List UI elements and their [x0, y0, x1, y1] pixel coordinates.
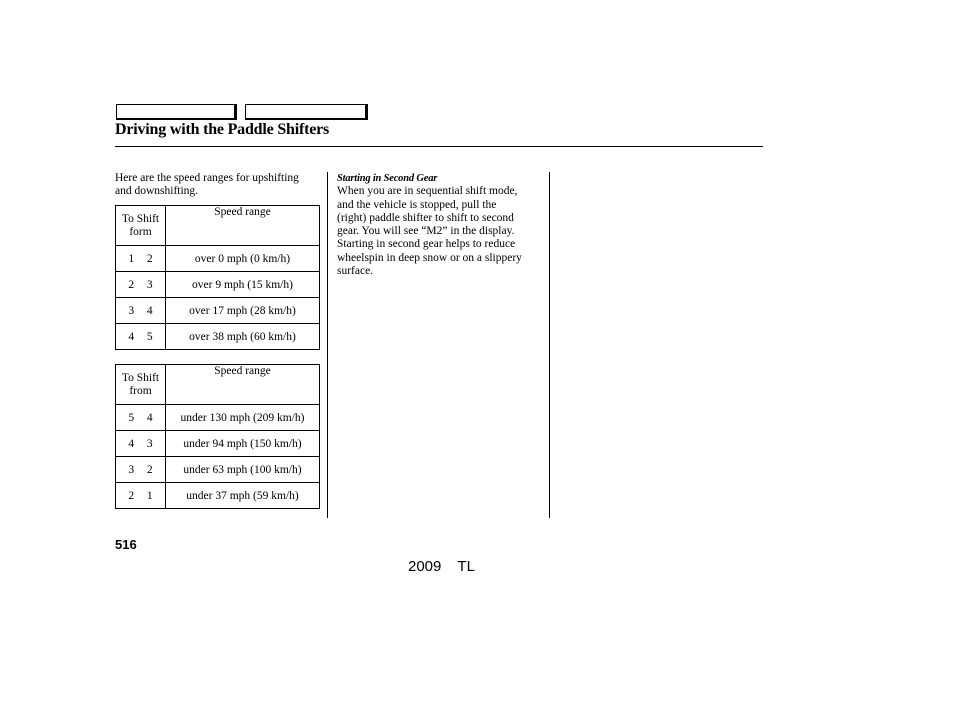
- table-row: [116, 405, 320, 431]
- downshift-header-col2: Speed range: [166, 365, 320, 405]
- intro-text: Here are the speed ranges for upshifting and downshifting.: [115, 172, 299, 197]
- gear-from: 5: [128, 411, 135, 424]
- table-row: [116, 483, 320, 509]
- second-gear-heading: Starting in Second Gear: [337, 173, 438, 184]
- speed-range: under 63 mph (100 km/h): [166, 457, 320, 483]
- gear-from: 3: [128, 304, 135, 317]
- column-divider-1: [327, 172, 328, 518]
- speed-range: over 17 mph (28 km/h): [166, 298, 320, 324]
- gear-to: 1: [146, 489, 153, 502]
- downshift-table: [115, 364, 320, 509]
- upshift-header-col2: Speed range: [166, 206, 320, 246]
- gear-from: 4: [128, 330, 135, 343]
- gear-from: 2: [128, 489, 135, 502]
- table-row: [116, 246, 320, 272]
- title-rule: [115, 146, 763, 147]
- gear-from: 2: [128, 278, 135, 291]
- gear-to: 4: [146, 304, 153, 317]
- gear-to: 2: [146, 463, 153, 476]
- downshift-header-col1: To Shift from: [116, 365, 166, 405]
- header-tab-box-1: [116, 104, 237, 120]
- page-number: 516: [115, 537, 137, 552]
- table-row: [116, 431, 320, 457]
- gear-to: 4: [146, 411, 153, 424]
- gear-to: 3: [146, 437, 153, 450]
- table-row: [116, 457, 320, 483]
- downshift-table-header: [116, 365, 320, 405]
- footer-model: 2009 TL: [408, 558, 475, 575]
- gear-from: 4: [128, 437, 135, 450]
- second-gear-section: [337, 172, 532, 278]
- speed-range: over 38 mph (60 km/h): [166, 324, 320, 350]
- upshift-header-col1: To Shift form: [116, 206, 166, 246]
- gear-to: 5: [146, 330, 153, 343]
- second-gear-body: When you are in sequential shift mode, and the vehicle is stopped, pull the (right) paddle shifter to shift to second gear. You will see “M2” in the display. Starting in second gear helps to reduce wheelspin in deep snow or on a slippery surface.: [337, 185, 525, 278]
- table-row: [116, 272, 320, 298]
- speed-range: under 94 mph (150 km/h): [166, 431, 320, 457]
- table-row: [116, 324, 320, 350]
- gear-to: 2: [146, 252, 153, 265]
- table-row: [116, 298, 320, 324]
- header-tab-box-2: [245, 104, 368, 120]
- gear-to: 3: [146, 278, 153, 291]
- gear-from: 3: [128, 463, 135, 476]
- column-divider-2: [549, 172, 550, 518]
- speed-range: under 130 mph (209 km/h): [166, 405, 320, 431]
- speed-range: under 37 mph (59 km/h): [166, 483, 320, 509]
- gear-from: 1: [128, 252, 135, 265]
- upshift-table-header: [116, 206, 320, 246]
- speed-range: over 9 mph (15 km/h): [166, 272, 320, 298]
- upshift-table: [115, 205, 320, 350]
- speed-range: over 0 mph (0 km/h): [166, 246, 320, 272]
- page-title: Driving with the Paddle Shifters: [115, 121, 330, 138]
